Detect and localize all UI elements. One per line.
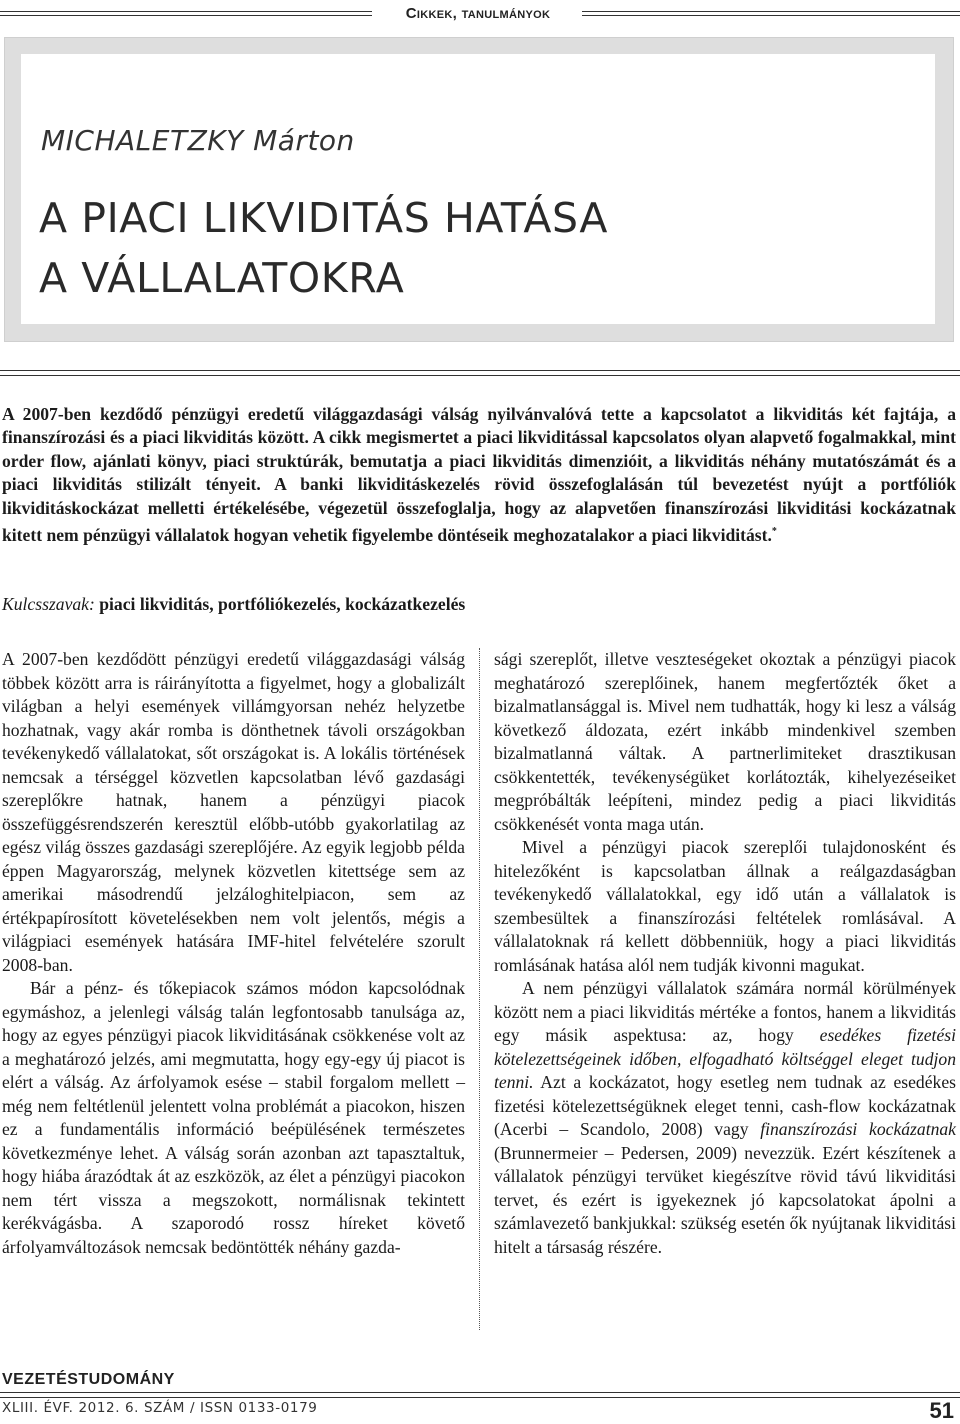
column-divider xyxy=(479,648,480,1330)
right-paragraph-3-text-c: (Brunnermeier – Pedersen, 2009) nevezzük. Ezért készítenek a vállalatok pénzügyi tervüket kiegészítve rövid távú likviditási tervet, és ezért is igyekeznek jó kapcsolatokat ápolni a számlavezető bankjukkal: szükség esetén ők nyújtanak likviditási hitelt a társaság részére. xyxy=(494,1142,956,1257)
body-column-right xyxy=(494,648,956,1259)
footer-rule xyxy=(0,1392,960,1398)
keywords-values: piaci likviditás, portfóliókezelés, kockázatkezelés xyxy=(99,594,466,614)
header-rule-right xyxy=(582,11,960,16)
journal-name: VEZETÉSTUDOMÁNY xyxy=(2,1371,175,1388)
body-column-left xyxy=(2,648,465,1259)
header-rule-left xyxy=(0,11,372,16)
section-label: Cikkek, tanulmányok xyxy=(405,5,551,22)
left-paragraph-2: Bár a pénz- és tőkepiacok számos módon kapcsolódnak egymáshoz, a jelenlegi válság talán legfontosabb tanulsága az, hogy az egyes pénzügyi piacok likviditásának csökkenése volt az a meghatározó jelzés, ami megmutatta, hogy egy-egy új piacot is elért a válság. Az árfolyamok esése – stabil forgalom mellett – még nem feltétlenül jelentett volna problémát a piacokon, hiszen ez a fundamentális információ beépülésének természetes következménye lehet. A válság során azonban azt tapasztaltuk, hogy hiába árazódtak át az eszközök, az élet a pénzügyi piacokon nem tért vissza a megszokott, normálisnak tekintett kerékvágásba. A szaporodó rossz híreket követő árfolyamváltozások nemcsak bedöntötték néhány gazda- xyxy=(2,978,465,1257)
footnote-mark: * xyxy=(771,526,777,538)
article-title-line-2: A VÁLLALATOKRA xyxy=(39,254,405,302)
abstract-rule xyxy=(0,370,960,376)
right-paragraph-3-emphasis-2: finanszírozási kockázatnak xyxy=(760,1119,956,1139)
article-title-line-1: A PIACI LIKVIDITÁS HATÁSA xyxy=(39,194,609,242)
abstract-text: A 2007-ben kezdődő pénzügyi eredetű világgazdasági válság nyilvánvalóvá tette a kapcsolatot a likviditás két fajtája, a finanszírozási és a piaci likviditás között. A cikk megismertet a piaci likviditással kapcsolatos olyan alapvető fogalmakkal, mint order flow, ajánlati könyv, piaci struktúrák, bemutatja a piaci likviditás dimenzióit, a likviditás néhány mutatószámát és a piaci likviditás stilizált tényeit. A banki likviditáskezelés rövid összefoglalásán túl bevezetést nyújt a portfóliók likviditáskockázat melletti értékelésébe, végezetül összefoglalja, hogy az alapvetően finanszírozási likviditási kockázatnak kitett nem pénzügyi vállalatok hogyan vehetik figyelembe döntéseik meghozatalakor a piaci likviditást. xyxy=(2,404,956,545)
abstract xyxy=(2,403,956,547)
issue-info: XLIII. ÉVF. 2012. 6. SZÁM / ISSN 0133-0179 xyxy=(2,1400,318,1416)
right-paragraph-3-emphasis-1: esedékes fizetési kötelezettségeinek időben, elfogadható költséggel eleget tudjon tenni. xyxy=(494,1025,956,1092)
right-paragraph-2: Mivel a pénzügyi piacok szereplői tulajdonosként és hitelezőként is kapcsolatban állnak a reálgazdaságban tevékenykedő vállalatokkal, egy idő után a vállalatok is szembesültek a finanszírozási feltételek romlásával. A vállalatoknak rá kellett döbbenniük, hogy a piaci likviditás romlásának hatása alól nem tudják kivonni magukat. xyxy=(494,837,956,975)
author-name: MICHALETZKY Márton xyxy=(41,124,355,157)
running-header xyxy=(0,3,960,23)
right-paragraph-1: sági szereplőt, illetve veszteségeket okoztak a pénzügyi piacok meghatározó szereplőinek, hanem megfertőzték őket a bizalmatlansággal is. Mivel nem tudhatták, hogy ki lesz a válság következő áldozata, ezért inkább mindenkivel szemben bizalmatlanná váltak. A partnerlimiteket drasztikusan csökkentették, tevékenységüket korlátozták, kihelyezéseiket megpróbálták leépíteni, mindez pedig a piaci likviditás csökkenését vonta maga után. xyxy=(494,649,956,834)
right-paragraph-3-text-a: A nem pénzügyi vállalatok számára normál körülmények között nem a piaci likviditás mértéke a fontos, hanem a likviditás egy másik aspektusa: az, hogy xyxy=(494,978,956,1045)
page-number: 51 xyxy=(929,1398,954,1423)
title-box xyxy=(4,37,954,342)
right-paragraph-3 xyxy=(494,977,956,1259)
keywords-label: Kulcsszavak: xyxy=(2,594,95,614)
keywords xyxy=(2,592,956,616)
title-box-inner xyxy=(21,54,935,324)
right-paragraph-3-text-b: Azt a kockázatot, hogy esetleg nem tudnak az esedékes fizetési kötelezettségüknek eleget tenni, cash-flow kockázatnak (Acerbi – Scandolo, 2008) vagy xyxy=(494,1072,956,1139)
left-paragraph-1: A 2007-ben kezdődött pénzügyi eredetű világgazdasági válság többek között arra is ráirányította a figyelmet, hogy a globalizált világban a helyi események villámgyorsan nehéz helyzetbe hozhatnak, vagy akár romba is dönthetnek távoli országokban tevékenykedő vállalatokat, sőt országokat is. A lokális történések nemcsak a térséggel közvetlen kapcsolatban lévő gazdasági szereplőkre hatnak, hanem a pénzügyi piacok összefüggésrendszerén keresztül előbb-utóbb gyakorlatilag az egész világ összes gazdasági szereplőjére. Az egyik legjobb példa éppen Magyarország, melynek közvetlen kitettsége sem az amerikai másodrendű jelzáloghitelpiacon, sem az értékpapírosított követelésekben nem volt jelentős, mégis a világpiaci események hatására IMF-hitel felvételére szorult 2008-ban. xyxy=(2,649,465,975)
